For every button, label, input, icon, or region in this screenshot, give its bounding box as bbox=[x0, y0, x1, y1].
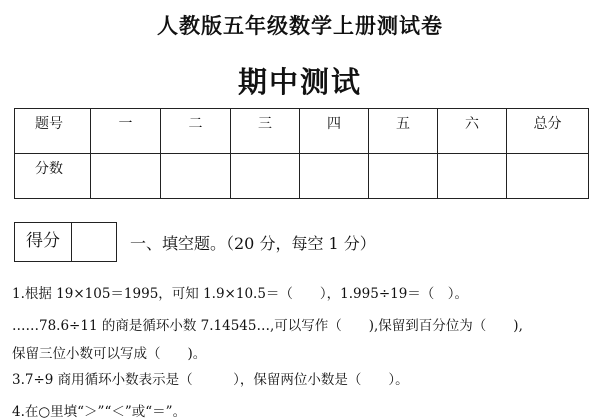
table-cell bbox=[438, 154, 507, 199]
exam-title: 人教版五年级数学上册测试卷 bbox=[157, 13, 443, 38]
section-heading: 一、填空题。（20 分，每空 1 分） bbox=[130, 234, 376, 253]
question-1: 1.根据 19×105＝1995，可知 1.9×10.5＝（ ），1.995÷19＝（ ）。 bbox=[12, 286, 469, 302]
score-table bbox=[14, 108, 589, 199]
table-cell bbox=[300, 154, 369, 199]
exam-subtitle: 期中测试 bbox=[237, 65, 362, 99]
question-2-line-2: 保留三位小数可以写成（ )。 bbox=[12, 346, 207, 362]
table-cell: 四 bbox=[300, 109, 369, 154]
table-cell: 五 bbox=[369, 109, 438, 154]
table-cell: 一 bbox=[91, 109, 161, 154]
question-2-line-1: ……78.6÷11 的商是循环小数 7.14545…,可以写作（ ),保留到百分位为（ ), bbox=[12, 318, 523, 334]
score-box-label: 得分 bbox=[15, 223, 72, 261]
score-table-score-row bbox=[15, 154, 589, 199]
question-4: 4.在○里填“＞”“＜”或“＝”。 bbox=[12, 404, 187, 420]
table-cell: 题号 bbox=[15, 109, 91, 154]
table-cell bbox=[369, 154, 438, 199]
table-cell: 总分 bbox=[507, 109, 589, 154]
table-cell bbox=[91, 154, 161, 199]
score-table-header-row bbox=[15, 109, 589, 154]
score-box-blank bbox=[72, 223, 116, 261]
table-cell bbox=[231, 154, 300, 199]
question-3: 3.7÷9 商用循环小数表示是（ ），保留两位小数是（ ）。 bbox=[12, 372, 409, 388]
table-cell bbox=[507, 154, 589, 199]
table-cell: 六 bbox=[438, 109, 507, 154]
table-cell bbox=[161, 154, 231, 199]
table-cell: 三 bbox=[231, 109, 300, 154]
section-score-box bbox=[14, 222, 117, 262]
table-cell: 二 bbox=[161, 109, 231, 154]
table-cell: 分数 bbox=[15, 154, 91, 199]
